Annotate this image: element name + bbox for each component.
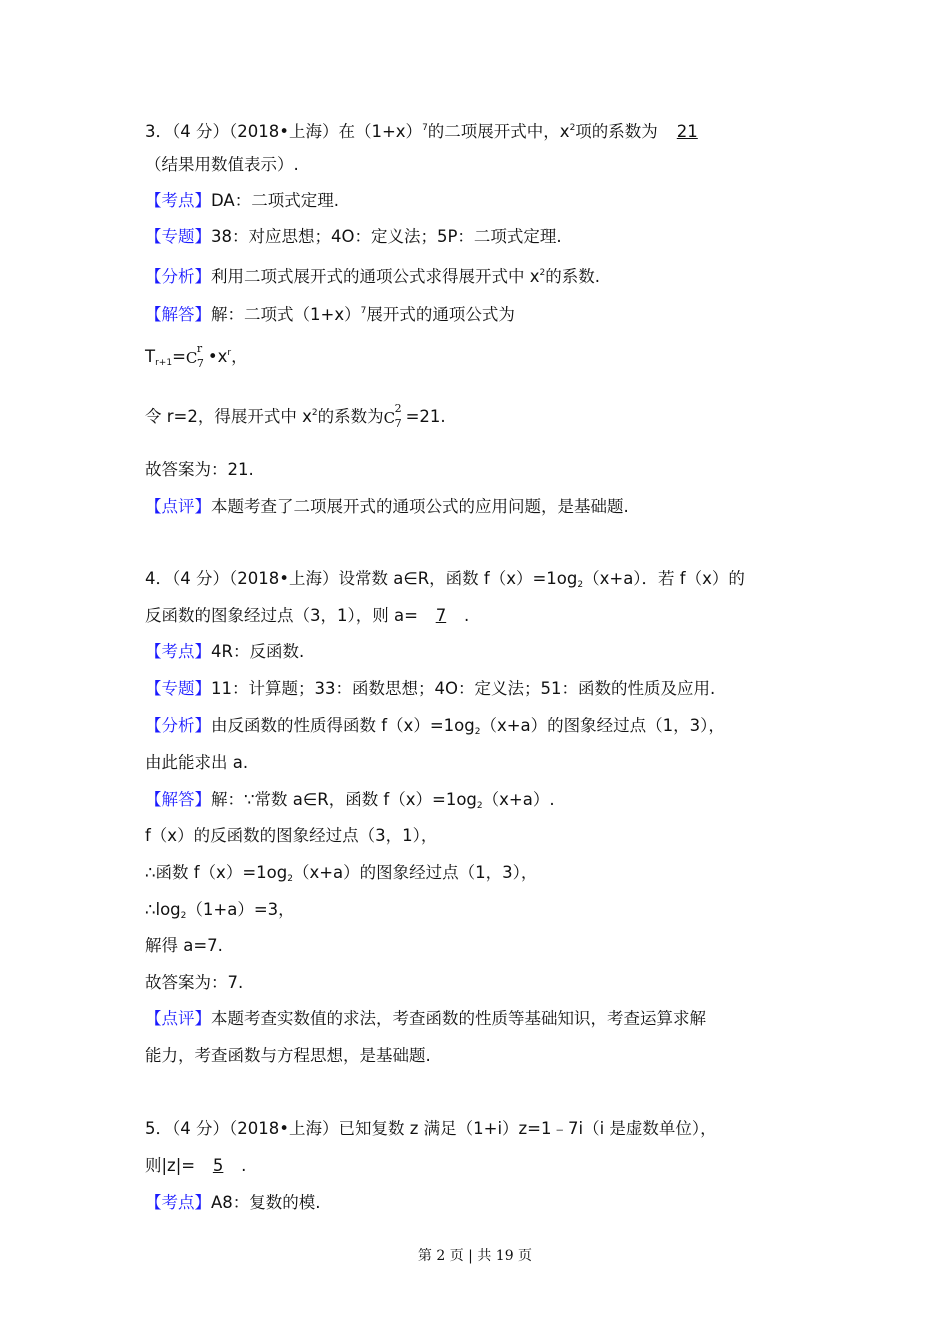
q3-fenxi [145,263,600,287]
text: 的系数. [545,267,600,286]
answer-blank: 21 [676,122,698,141]
tag: 【点评】 [145,1009,211,1028]
q3-stem [145,118,698,142]
text: A8：复数的模. [211,1193,321,1212]
text: 展开式的通项公式为 [366,305,515,324]
q4-answer: 故答案为：7. [145,973,244,992]
text: 本题考查实数值的求法，考查函数的性质等基础知识，考查运算求解 [211,1009,706,1028]
sup: 2 [311,408,318,418]
text: 令 r=2，得展开式中 x [145,407,312,426]
text: •x [207,347,228,366]
combination [185,342,208,370]
sub: 2 [474,727,481,737]
text: （x+a）. [482,790,555,809]
sub: 2 [577,580,584,590]
text: =21. [405,407,446,426]
text: （x+a）．若 f（x）的 [583,569,745,588]
c-bottom: 7 [394,417,402,430]
q5-kaodian [145,1193,321,1213]
text: （x+a）的图象经过点（1，3）， [292,863,538,882]
text: ∴log [145,900,181,919]
text: 4R：反函数. [211,642,305,661]
text: 利用二项式展开式的通项公式求得展开式中 x [211,267,540,286]
q4-step-4: 解得 a=7. [145,936,223,955]
q4-kaodian [145,642,304,662]
tag: 【考点】 [145,191,211,210]
combination [383,402,406,430]
q4-fenxi [145,716,725,742]
tag: 【专题】 [145,679,211,698]
text: . [241,1156,247,1175]
tag: 【解答】 [145,305,211,324]
text: 解：二项式（1+x） [211,305,361,324]
text: 4．（4 分）（2018•上海）设常数 a∈R，函数 f（x）=1og [145,569,578,588]
q3-zhuanti [145,227,562,247]
c: C [383,409,396,427]
text: 38：对应思想；4O：定义法；5P：二项式定理. [211,227,562,246]
sup: 2 [569,123,576,133]
sub: 2 [476,801,483,811]
answer-blank: 7 [435,606,447,625]
q3-dianping [145,497,629,517]
q4-fenxi-2: 由此能求出 a. [145,753,249,772]
text: DA：二项式定理. [211,191,339,210]
q3-solve [145,402,446,430]
page-footer: 第 2 页 | 共 19 页 [417,1248,533,1264]
tag: 【分析】 [145,267,211,286]
tag: 【考点】 [145,642,211,661]
q4-step-1: f（x）的反函数的图象经过点（3，1）， [145,826,438,845]
text: ， [231,347,248,366]
tag: 【分析】 [145,716,211,735]
text: 由反函数的性质得函数 f（x）=1og [211,716,475,735]
sub: r+1 [155,358,173,368]
sup: 7 [422,123,428,133]
q5-stem: 5．（4 分）（2018•上海）已知复数 z 满足（1+i）z=1﹣7i（i 是虚数单位）， [145,1119,717,1138]
q5-stem-2 [145,1156,246,1176]
text: 本题考查了二项展开式的通项公式的应用问题，是基础题. [211,497,629,516]
answer-blank: 5 [212,1156,224,1175]
tag: 【点评】 [145,497,211,516]
sub: 2 [287,874,293,884]
sub: 2 [180,911,187,921]
text: 3．（4 分）（2018•上海）在（1+x） [145,122,423,141]
text: （1+a）=3， [186,900,295,919]
text: 的二项展开式中，x [427,122,570,141]
text: 则|z|= [145,1156,196,1175]
text: = [172,347,186,366]
sup: 7 [360,306,367,316]
tag: 【专题】 [145,227,211,246]
c: C [185,349,198,367]
q4-dianping-2: 能力，考查函数与方程思想，是基础题. [145,1046,431,1065]
text: 的系数为 [317,407,384,426]
text: 11：计算题；33：函数思想；4O：定义法；51：函数的性质及应用. [211,679,716,698]
q3-formula [145,342,248,373]
q3-jieda [145,301,515,325]
q4-step-2 [145,863,537,889]
q4-step-3 [145,900,295,926]
q3-answer: 故答案为：21. [145,460,254,479]
q4-zhuanti [145,679,715,699]
text: T [145,347,156,366]
tag: 【考点】 [145,1193,211,1212]
c-bottom: 7 [196,357,204,370]
q4-jieda [145,790,555,816]
tag: 【解答】 [145,790,211,809]
text: 项的系数为 [575,122,658,141]
q3-stem-2: （结果用数值表示）. [145,155,299,174]
c-top: r [196,342,203,355]
q4-stem-2 [145,606,469,626]
sup: 2 [539,268,546,278]
q4-dianping [145,1009,706,1029]
q4-stem [145,569,745,595]
text: ∴函数 f（x）=1og [145,863,288,882]
c-top: 2 [394,402,402,415]
sup: r [227,348,232,358]
text: 反函数的图象经过点（3，1），则 a= [145,606,418,625]
text: . [463,606,470,625]
text: 解：∵常数 a∈R，函数 f（x）=1og [211,790,477,809]
q3-kaodian [145,191,339,211]
text: （x+a）的图象经过点（1，3）， [480,716,725,735]
